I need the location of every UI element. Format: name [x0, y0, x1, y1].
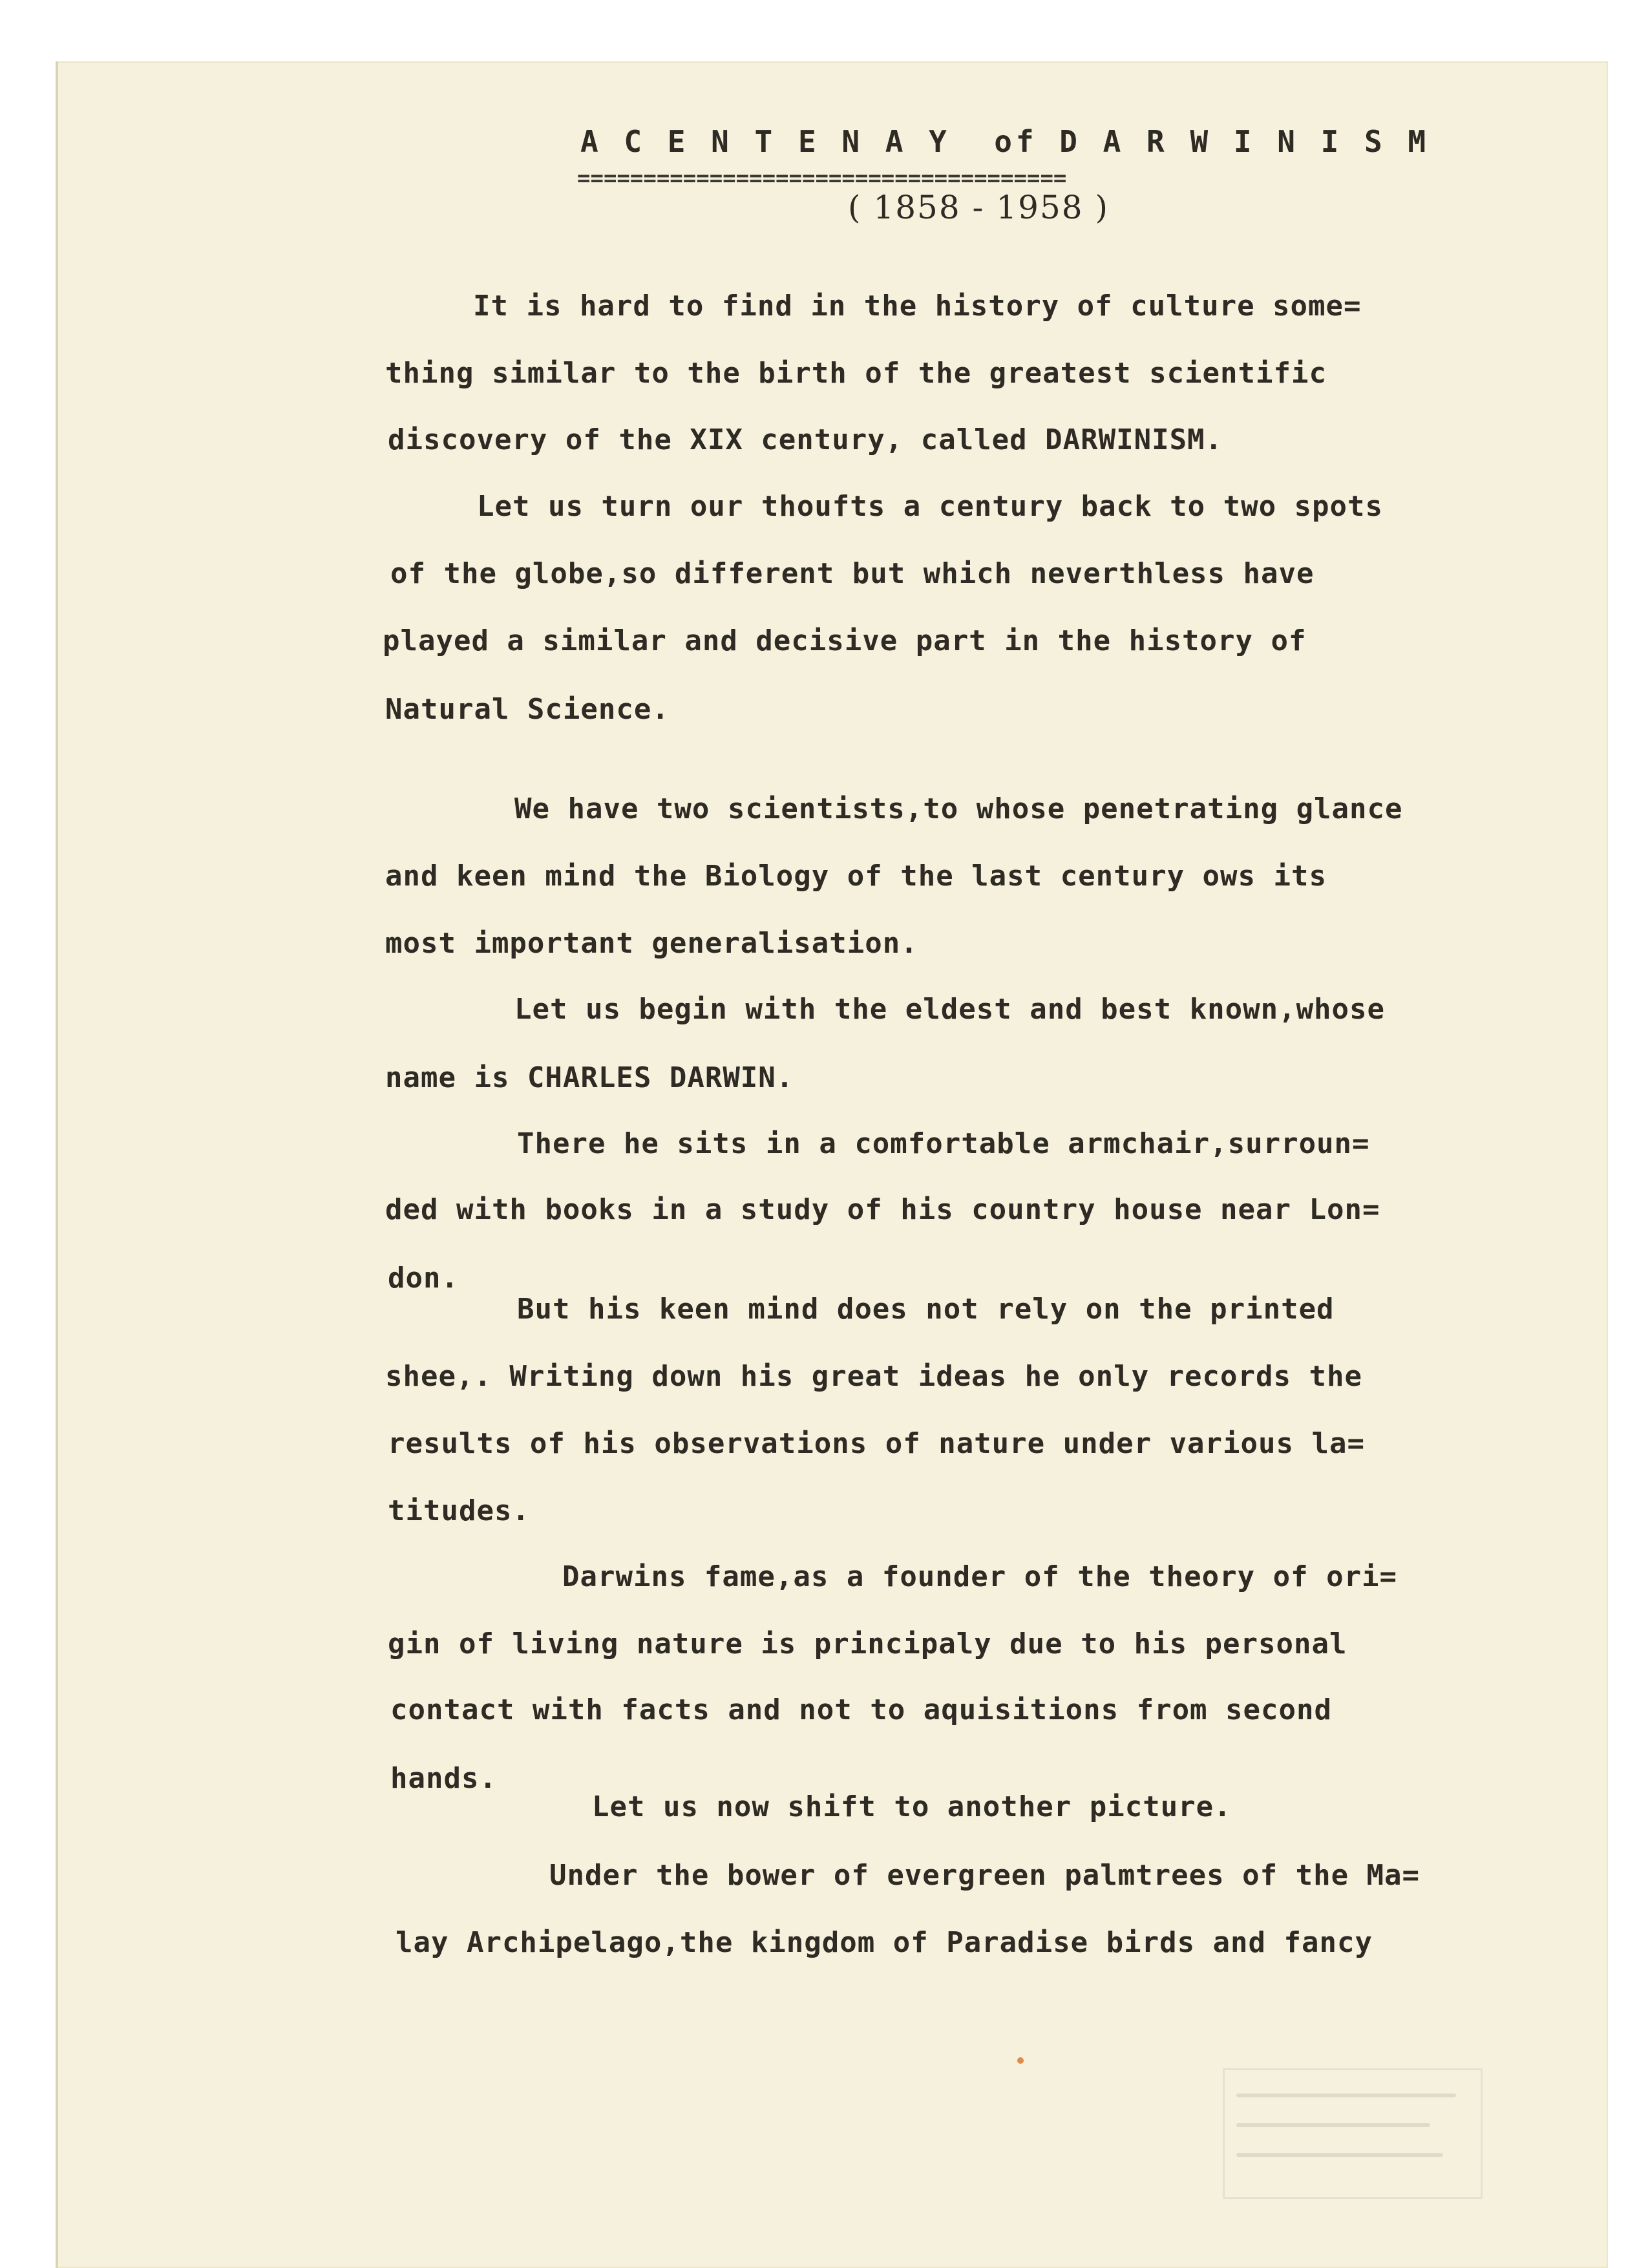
body-line: We have two scientists,to whose penetrating glance — [514, 792, 1403, 825]
body-line: ded with books in a study of his country house near Lon= — [385, 1193, 1380, 1226]
body-line: It is hard to find in the history of culture some= — [473, 290, 1362, 323]
body-line: shee,. Writing down his great ideas he only records the — [385, 1360, 1362, 1393]
body-line: Let us turn our thoufts a century back to two spots — [477, 490, 1384, 523]
body-line: played a similar and decisive part in the history of — [383, 624, 1307, 657]
body-line: of the globe,so different but which neverthless have — [390, 557, 1315, 590]
body-line: discovery of the XIX century, called DARWINISM. — [388, 423, 1223, 456]
body-line: most important generalisation. — [385, 927, 918, 960]
archive-stamp-icon — [1223, 2068, 1483, 2199]
body-line: name is CHARLES DARWIN. — [385, 1061, 794, 1094]
body-line: Darwins fame,as a founder of the theory of ori= — [562, 1560, 1398, 1593]
body-line: thing similar to the birth of the greatest scientific — [385, 357, 1327, 390]
title-underline: ===================================== — [577, 165, 1067, 191]
body-line: Let us now shift to another picture. — [592, 1790, 1232, 1823]
body-line: But his keen mind does not rely on the printed — [517, 1293, 1335, 1326]
body-line: titudes. — [388, 1494, 530, 1527]
body-line: lay Archipelago,the kingdom of Paradise birds and fancy — [396, 1926, 1373, 1959]
document-title: A C E N T E N A Y of D A R W I N I S M — [580, 124, 1430, 159]
body-line: There he sits in a comfortable armchair,surroun= — [517, 1127, 1370, 1160]
body-line: contact with facts and not to aquisitions from second — [390, 1693, 1332, 1726]
body-line: and keen mind the Biology of the last century ows its — [385, 860, 1327, 893]
body-line: don. — [388, 1262, 459, 1295]
body-line: Let us begin with the eldest and best known,whose — [514, 993, 1386, 1026]
body-line: Under the bower of evergreen palmtrees of the Ma= — [549, 1859, 1421, 1892]
paper-mark — [1017, 2057, 1024, 2064]
document-years: ( 1858 - 1958 ) — [848, 189, 1109, 226]
body-line: gin of living nature is principaly due to his personal — [388, 1627, 1347, 1660]
body-line: hands. — [390, 1762, 497, 1795]
body-line: Natural Science. — [385, 693, 670, 726]
page-edge — [56, 61, 58, 2268]
body-line: results of his observations of nature under various la= — [388, 1427, 1365, 1460]
